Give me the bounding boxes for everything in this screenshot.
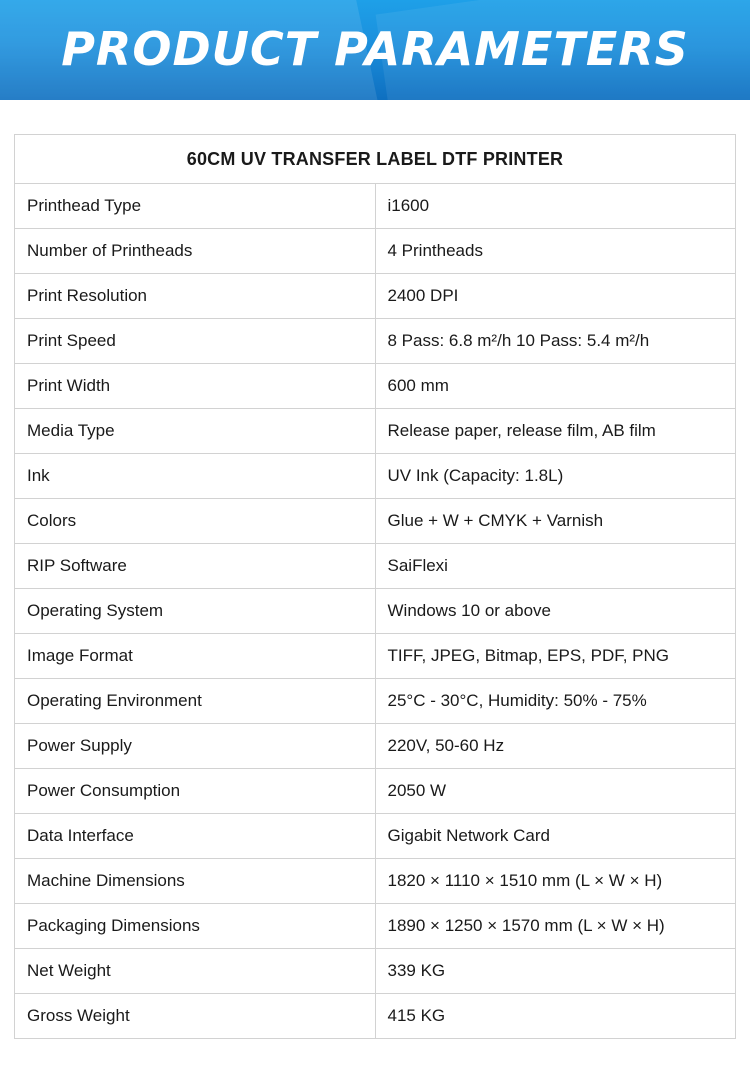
table-row	[15, 589, 736, 634]
spec-key: Print Speed	[15, 319, 376, 364]
table-row	[15, 544, 736, 589]
spec-value: i1600	[375, 184, 736, 229]
spec-value: SaiFlexi	[375, 544, 736, 589]
spec-key: RIP Software	[15, 544, 376, 589]
table-row	[15, 364, 736, 409]
spec-key: Media Type	[15, 409, 376, 454]
spec-table-container	[0, 100, 750, 1039]
table-row	[15, 679, 736, 724]
spec-value: Windows 10 or above	[375, 589, 736, 634]
spec-value: 600 mm	[375, 364, 736, 409]
table-title: 60CM UV TRANSFER LABEL DTF PRINTER	[15, 135, 736, 184]
spec-key: Power Consumption	[15, 769, 376, 814]
table-row	[15, 724, 736, 769]
spec-value: TIFF, JPEG, Bitmap, EPS, PDF, PNG	[375, 634, 736, 679]
table-row	[15, 859, 736, 904]
spec-key: Net Weight	[15, 949, 376, 994]
table-row	[15, 454, 736, 499]
spec-value: 1820 × 1110 × 1510 mm (L × W × H)	[375, 859, 736, 904]
table-row	[15, 319, 736, 364]
page-header-banner	[0, 0, 750, 100]
spec-key: Print Resolution	[15, 274, 376, 319]
spec-value: 339 KG	[375, 949, 736, 994]
page-title: PRODUCT PARAMETERS	[61, 22, 689, 76]
table-row	[15, 814, 736, 859]
table-row	[15, 949, 736, 994]
spec-key: Printhead Type	[15, 184, 376, 229]
table-row	[15, 409, 736, 454]
table-row	[15, 634, 736, 679]
spec-key: Packaging Dimensions	[15, 904, 376, 949]
spec-key: Number of Printheads	[15, 229, 376, 274]
spec-key: Machine Dimensions	[15, 859, 376, 904]
table-row	[15, 274, 736, 319]
spec-value: 4 Printheads	[375, 229, 736, 274]
table-row	[15, 499, 736, 544]
table-row	[15, 994, 736, 1039]
spec-value: 1890 × 1250 × 1570 mm (L × W × H)	[375, 904, 736, 949]
table-row	[15, 184, 736, 229]
spec-value: UV Ink (Capacity: 1.8L)	[375, 454, 736, 499]
table-row	[15, 904, 736, 949]
spec-key: Image Format	[15, 634, 376, 679]
spec-key: Print Width	[15, 364, 376, 409]
spec-key: Gross Weight	[15, 994, 376, 1039]
spec-value: 415 KG	[375, 994, 736, 1039]
spec-value: 2400 DPI	[375, 274, 736, 319]
spec-key: Operating System	[15, 589, 376, 634]
spec-key: Colors	[15, 499, 376, 544]
spec-value: Glue + W + CMYK + Varnish	[375, 499, 736, 544]
specifications-table	[14, 134, 736, 1039]
spec-key: Data Interface	[15, 814, 376, 859]
specifications-table-body	[15, 135, 736, 1039]
table-row	[15, 229, 736, 274]
spec-value: 2050 W	[375, 769, 736, 814]
table-row	[15, 769, 736, 814]
spec-key: Power Supply	[15, 724, 376, 769]
spec-value: Gigabit Network Card	[375, 814, 736, 859]
spec-value: 25°C - 30°C, Humidity: 50% - 75%	[375, 679, 736, 724]
spec-value: Release paper, release film, AB film	[375, 409, 736, 454]
table-title-row	[15, 135, 736, 184]
spec-key: Operating Environment	[15, 679, 376, 724]
spec-value: 8 Pass: 6.8 m²/h 10 Pass: 5.4 m²/h	[375, 319, 736, 364]
spec-value: 220V, 50-60 Hz	[375, 724, 736, 769]
spec-key: Ink	[15, 454, 376, 499]
